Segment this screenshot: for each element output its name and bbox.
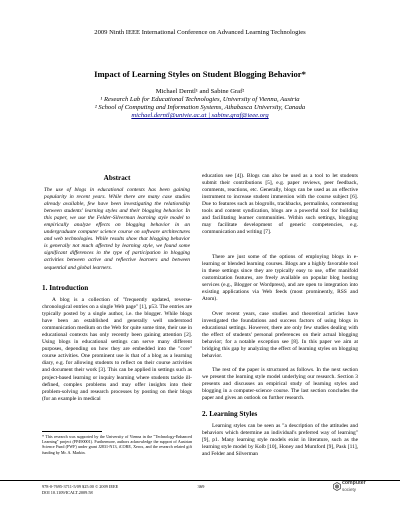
introduction-heading: 1. Introduction xyxy=(42,284,89,292)
logo-subtext: society xyxy=(342,487,357,492)
footer-publication-info xyxy=(42,484,118,496)
abstract-heading: Abstract xyxy=(103,174,131,182)
computer-society-logo xyxy=(333,480,366,497)
abstract-text: The use of blogs in educational contexts has been gaining popularity in recent years. While there are many case studies already available, few have been investigating the relationship between students' learning styles and their blogging behavior. In this paper, we use the Felder-Silverman learning style model to empirically analyze effects on blogging behavior in an undergraduate computer science course on software architectures and web technologies. While results show that blogging behavior is generally not much affected by learning style, we found some significant differences in the type of participation in blogging activities between active and reflective learners and between sequential and global learners. xyxy=(44,187,190,271)
introduction-paragraph-continued: education see [4]). Blogs can also be used as a tool to let students submit their contributions [5], e.g. paper reviews, peer feedback, comments, reactions, etc. Generally, blogs can be used as an effective instrument to increase student immersion with the course subject [6]. Due to features such as blogrolls, trackbacks, permalinks, commenting tools and content syndication, blogs are a powerful tool for building and facilitating learner communities. Within such settings, blogging may facilitate development of generic competencies, e.g. communication and writing [7]. xyxy=(202,173,358,236)
paper-title: Impact of Learning Styles on Student Blogging Behavior* xyxy=(94,69,306,79)
affiliation-1: ¹ Research Lab for Educational Technologies, University of Vienna, Austria xyxy=(100,96,300,103)
logo-text: computer xyxy=(342,480,366,486)
introduction-paragraph-1: A blog is a collection of "frequently updated, reverse-chronological entries on a single Web page" [1], p53. The entries are typically posted by a single author, i.e. the blogger. While blogs have been an established and generally well understood communication medium on the Web for quite some time, their use in educational contexts has only recently been gaining attention [2]. Using blogs in educational settings can serve many different purposes, depending on how they are embedded into the "core" course activities. One prominent use is that of a blog as a learning diary, e.g. for allowing students to reflect on their course activities and document their work [3]. This can be applied in settings such as project-based learning or inquiry learning where students tackle ill-defined, complex problems and may offer insights into their problem-solving and research processes by posting on their blogs (for an example in medical xyxy=(42,297,192,402)
footnote: * This research was supported by the University of Vienna in the "Technology-Enhanced Learning" project (FP490001). Furthermore, authors acknowledge the support of Austrian Science Fund (FWF) under grant J2831-N13, iCORE, Xerox, and the research related gift funding by Mr. A. Markin. xyxy=(42,434,192,455)
affiliation-2: ² School of Computing and Information Systems, Athabasca University, Canada xyxy=(94,104,306,111)
footer-isbn: 978-0-7695-3711-5/09 $25.00 © 2009 IEEE xyxy=(42,484,119,489)
learning-styles-paragraph-1: Learning styles can be seen as "a description of the attitudes and behaviors which determine an individual's preferred way of learning" [9], p1. Many learning style models exist in literature, such as the learning style model by Kolb [10], Honey and Mumford [9], Pask [11], and Felder and Silverman xyxy=(202,423,358,458)
footnote-rule xyxy=(42,431,102,432)
introduction-paragraph-3: Over recent years, case studies and theoretical articles have investigated the foundations and success factors of using blogs in educational settings. However, there are only few studies dealing with the effect of students' personal preferences on their actual blogging behavior; for a notable exception see [8]. In this paper we aim at bridging this gap by analyzing the effect of learning styles on blogging behavior. xyxy=(202,311,358,360)
conference-header: 2009 Ninth IEEE International Conference on Advanced Learning Technologies xyxy=(94,29,306,36)
author-block xyxy=(0,88,400,120)
learning-styles-heading: 2. Learning Styles xyxy=(202,410,258,418)
page-number: 369 xyxy=(197,484,205,489)
introduction-paragraph-2: There are just some of the options of employing blogs in e-learning or blended learning courses. Blogs are a highly favorable tool in these settings since they are typically easy to use, offer manifold customization features, are freely available on popular blog hosting services (e.g., Blogger or Wordpress), and are open to integration into existing applications via Web feeds (most prominently, RSS and Atom). xyxy=(202,254,358,303)
author-names: Michael Derntl¹ and Sabine Graf² xyxy=(155,88,245,95)
computer-society-logo-icon xyxy=(333,482,341,491)
footer-doi: DOI 10.1109/ICALT.2009.58 xyxy=(42,490,93,495)
introduction-paragraph-4: The rest of the paper is structured as follows. In the next section we present the learning style model underlying our research. Section 3 presents and discusses an empirical study of learning styles and blogging in a computer-science course. The last section concludes the paper and gives an outlook on further research. xyxy=(202,367,358,402)
author-emails[interactable]: michael.derntl@univie.ac.at | sabine.graf@ieee.org xyxy=(131,112,269,119)
